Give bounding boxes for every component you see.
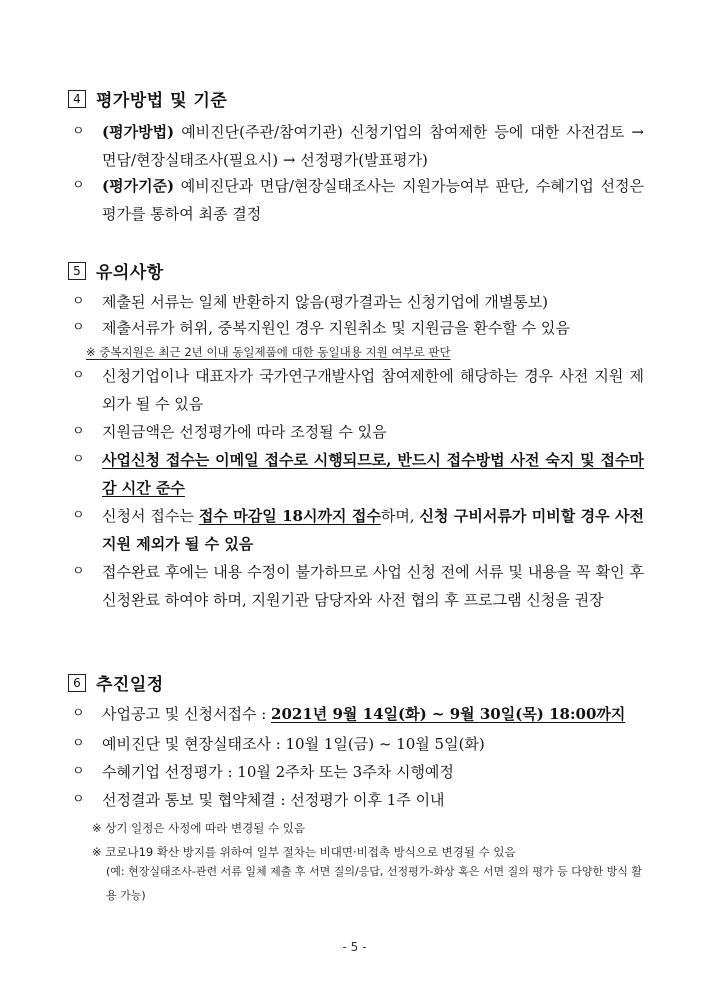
section-6-heading	[68, 670, 164, 695]
section-4-heading	[68, 86, 227, 111]
item-text: 예비진단과 면담/현장실태조사는 지원가능여부 판단, 수혜기업 선정은 평가를 통하여 최종 결정	[102, 177, 644, 223]
section-4-title: 평가방법 및 기준	[96, 91, 228, 111]
bullet-icon: ㅇ	[72, 320, 85, 335]
item-label: (평가기준)	[102, 177, 175, 195]
section-6-number: 6	[68, 674, 86, 692]
list-item	[72, 446, 644, 502]
bullet-icon: ㅇ	[72, 792, 85, 807]
list-item	[72, 314, 644, 342]
item-text: 제출서류가 허위, 중복지원인 경우 지원취소 및 지원금을 환수할 수 있음	[102, 319, 570, 337]
bullet-icon: ㅇ	[72, 424, 85, 439]
bullet-icon: ㅇ	[72, 452, 85, 467]
list-item	[72, 700, 644, 728]
item-text: 접수완료 후에는 내용 수정이 불가하므로 사업 신청 전에 서류 및 내용을 꼭 확인 후 신청완료 하여야 하며, 지원기관 담당자와 사전 협의 후 프로그램 신청을 권장	[102, 563, 644, 609]
bullet-icon: ㅇ	[72, 706, 85, 721]
bullet-icon: ㅇ	[72, 564, 85, 579]
note-text: ※ 코로나19 확산 방지를 위하여 일부 절차는 비대면·비접촉 방식으로 변경될 수 있음	[92, 845, 516, 859]
item-text: 선정결과 통보 및 협약체결 : 선정평가 이후 1주 이내	[102, 791, 445, 809]
note	[92, 818, 652, 838]
section-5-number: 5	[68, 262, 86, 280]
item-emphasis: 2021년 9월 14일(화) ~ 9월 30일(목) 18:00까지	[271, 705, 626, 723]
list-item	[72, 288, 644, 316]
list-item	[72, 730, 644, 758]
item-text: 신청서 접수는	[102, 507, 199, 525]
item-text: 수혜기업 선정평가 : 10월 2주차 또는 3주차 시행예정	[102, 763, 454, 781]
list-item	[72, 172, 644, 228]
section-5-heading	[68, 258, 164, 283]
list-item	[72, 362, 644, 418]
item-text: 예비진단 및 현장실태조사 : 10월 1일(금) ~ 10월 5일(화)	[102, 735, 485, 753]
item-text: 제출된 서류는 일체 반환하지 않음(평가결과는 신청기업에 개별통보)	[102, 293, 549, 311]
note-example	[106, 860, 646, 908]
list-item	[72, 418, 644, 446]
list-item	[72, 758, 644, 786]
list-item	[72, 786, 644, 814]
section-4-number: 4	[68, 90, 86, 108]
section-5-title: 유의사항	[96, 263, 164, 283]
note-example-text: (예: 현장실태조사-관련 서류 일체 제출 후 서면 질의/응답, 선정평가-화상 혹은 서면 질의 평가 등 다양한 방식 활용 가능)	[106, 865, 642, 902]
item-text: 사업공고 및 신청서접수 :	[102, 705, 272, 723]
bullet-icon: ㅇ	[72, 736, 85, 751]
item-text: 예비진단(주관/참여기관) 신청기업의 참여제한 등에 대한 사전검토 → 면담/현장실태조사(필요시) → 선정평가(발표평가)	[102, 123, 644, 169]
page-number: - 5 -	[342, 940, 367, 954]
list-item	[72, 558, 644, 614]
bullet-icon: ㅇ	[72, 178, 85, 193]
item-text: 지원금액은 선정평가에 따라 조정될 수 있음	[102, 423, 387, 441]
bullet-icon: ㅇ	[72, 764, 85, 779]
item-emphasis: 신청 구비서류가 미비할 경우 사전 지원 제외가 될 수 있음	[102, 507, 644, 553]
note	[86, 342, 646, 362]
item-text: 하며,	[380, 507, 420, 525]
item-emphasis: 접수 마감일 18시까지 접수	[198, 507, 381, 525]
bullet-icon: ㅇ	[72, 508, 85, 523]
list-item	[72, 502, 644, 558]
bullet-icon: ㅇ	[72, 294, 85, 309]
item-text: 사업신청 접수는 이메일 접수로 시행되므로, 반드시 접수방법 사전 숙지 및 접수마감 시간 준수	[102, 451, 644, 497]
item-label: (평가방법)	[102, 123, 175, 141]
bullet-icon: ㅇ	[72, 368, 85, 383]
list-item	[72, 118, 644, 174]
note	[92, 842, 652, 862]
note-text: ※ 중복지원은 최근 2년 이내 동일제품에 대한 동일내용 지원 여부로 판단	[86, 345, 451, 359]
note-text: ※ 상기 일정은 사정에 따라 변경될 수 있음	[92, 821, 305, 835]
bullet-icon: ㅇ	[72, 124, 85, 139]
section-6-title: 추진일정	[96, 675, 164, 695]
item-text: 신청기업이나 대표자가 국가연구개발사업 참여제한에 해당하는 경우 사전 지원 제외가 될 수 있음	[102, 367, 644, 413]
